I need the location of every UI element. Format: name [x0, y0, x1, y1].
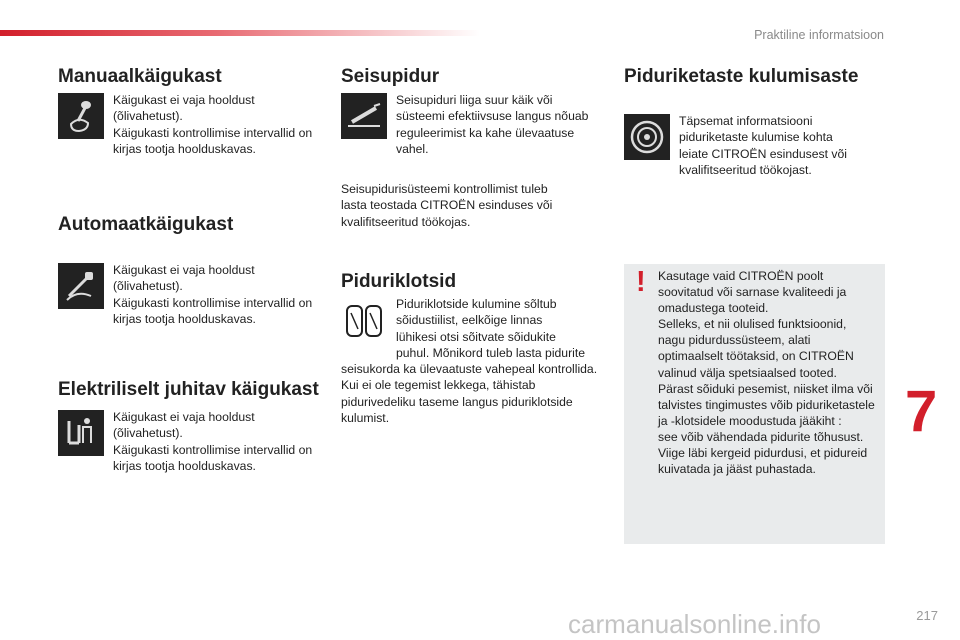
chapter-number: 7 — [905, 379, 938, 444]
brake-pads-line: Piduriklotside kulumine sõltub — [396, 297, 557, 311]
brake-pads-line: Kui ei ole tegemist lekkega, tähistab — [341, 378, 536, 393]
parking-brake-title: Seisupidur — [341, 66, 440, 87]
page-number: 217 — [916, 608, 938, 623]
automatic-line: Käigukasti kontrollimise intervallid on — [113, 295, 313, 310]
electric-gearbox-icon — [58, 410, 104, 456]
manual-line: Käigukast ei vaja hooldust — [113, 93, 255, 107]
automatic-line: kirjas tootja hoolduskavas. — [113, 311, 256, 326]
disc-wear-line: Täpsemat informatsiooni — [679, 114, 813, 128]
parking-brake-line: vahel. — [396, 141, 429, 156]
electric-text — [113, 409, 323, 474]
brake-pads-indented-text — [396, 296, 606, 361]
disc-wear-title: Piduriketaste kulumisaste — [624, 66, 859, 87]
warning-icon: ! — [636, 266, 646, 298]
disc-wear-line: piduriketaste kulumise kohta — [679, 130, 833, 145]
parking-brake-line: Seisupiduri liiga suur käik või — [396, 93, 553, 107]
warning-line: Selleks, et nii olulised funktsioonid, — [658, 317, 847, 332]
warning-line: soovitatud või sarnase kvaliteedi ja — [658, 285, 847, 300]
brake-pads-icon — [341, 298, 387, 344]
manual-line: Käigukasti kontrollimise intervallid on — [113, 125, 313, 140]
automatic-text — [113, 262, 323, 327]
automatic-title: Automaatkäigukast — [58, 214, 234, 235]
parking-brake-extra-line: Seisupidurisüsteemi kontrollimist tuleb — [341, 182, 548, 196]
warning-line: omadustega tooteid. — [658, 301, 769, 316]
electric-line: Käigukasti kontrollimise intervallid on — [113, 442, 313, 457]
warning-text — [658, 268, 880, 477]
parking-brake-text — [396, 92, 606, 157]
warning-line: Pärast sõiduki pesemist, niisket ilma või — [658, 381, 873, 396]
warning-line: talvistes tingimustes võib piduriketastele — [658, 397, 875, 412]
parking-brake-icon — [341, 93, 387, 139]
warning-line: nagu pidurdussüsteem, alati — [658, 333, 811, 348]
brake-pads-full-text — [341, 361, 606, 426]
parking-brake-extra-text — [341, 181, 601, 230]
brake-pads-title: Piduriklotsid — [341, 271, 457, 292]
brake-pads-line: seisukorda ka ülevaatuste vahepeal kontrollida. — [341, 362, 598, 376]
manual-line: (õlivahetust). — [113, 109, 183, 124]
warning-line: ja -klotsidele moodustuda jääkiht : — [658, 413, 842, 428]
warning-line: Viige läbi kergeid pidurdusi, et pidureid — [658, 446, 868, 461]
electric-line: (õlivahetust). — [113, 426, 183, 441]
brake-pads-line: puhul. Mõnikord tuleb lasta pidurite — [396, 345, 586, 360]
automatic-gearbox-icon — [58, 263, 104, 309]
brake-disc-icon — [624, 114, 670, 160]
electric-line: Käigukast ei vaja hooldust — [113, 410, 255, 424]
header-accent-bar — [0, 30, 480, 36]
warning-line: kuivatada ja jääst puhastada. — [658, 462, 816, 477]
disc-wear-text — [679, 113, 889, 178]
section-label: Praktiline informatsioon — [754, 28, 884, 42]
watermark: carmanualsonline.info — [568, 609, 821, 639]
brake-pads-line: sõidustiilist, eelkõige linnas — [396, 313, 543, 328]
electric-line: kirjas tootja hoolduskavas. — [113, 458, 256, 473]
parking-brake-line: süsteemi efektiivsuse langus nõuab — [396, 109, 589, 124]
manual-title: Manuaalkäigukast — [58, 66, 222, 87]
warning-line: valinud välja spetsiaalsed tooted. — [658, 365, 837, 380]
parking-brake-extra-line: lasta teostada CITROËN esinduses või — [341, 198, 553, 213]
brake-pads-line: kulumist. — [341, 410, 390, 425]
disc-wear-line: leiate CITROËN esindusest või — [679, 146, 847, 161]
warning-line: optimaalselt töötaksid, on CITROËN — [658, 349, 854, 364]
manual-line: kirjas tootja hoolduskavas. — [113, 141, 256, 156]
disc-wear-line: kvalifitseeritud töökojast. — [679, 162, 812, 177]
warning-line: see võib vähendada pidurite tõhusust. — [658, 429, 864, 444]
warning-line: Kasutage vaid CITROËN poolt — [658, 269, 824, 283]
parking-brake-line: reguleerimist ka kahe ülevaatuse — [396, 125, 575, 140]
warning-box — [624, 264, 885, 544]
brake-pads-line: lühikesi otsi sõitvate sõidukite — [396, 329, 556, 344]
electric-title: Elektriliselt juhitav käigukast — [58, 379, 319, 400]
automatic-line: Käigukast ei vaja hooldust — [113, 263, 255, 277]
brake-pads-line: pidurivedeliku taseme langus piduriklotside — [341, 394, 573, 409]
automatic-line: (õlivahetust). — [113, 279, 183, 294]
parking-brake-extra-line: kvalifitseeritud töökojas. — [341, 214, 471, 229]
manual-text — [113, 92, 323, 157]
manual-gearbox-icon — [58, 93, 104, 139]
